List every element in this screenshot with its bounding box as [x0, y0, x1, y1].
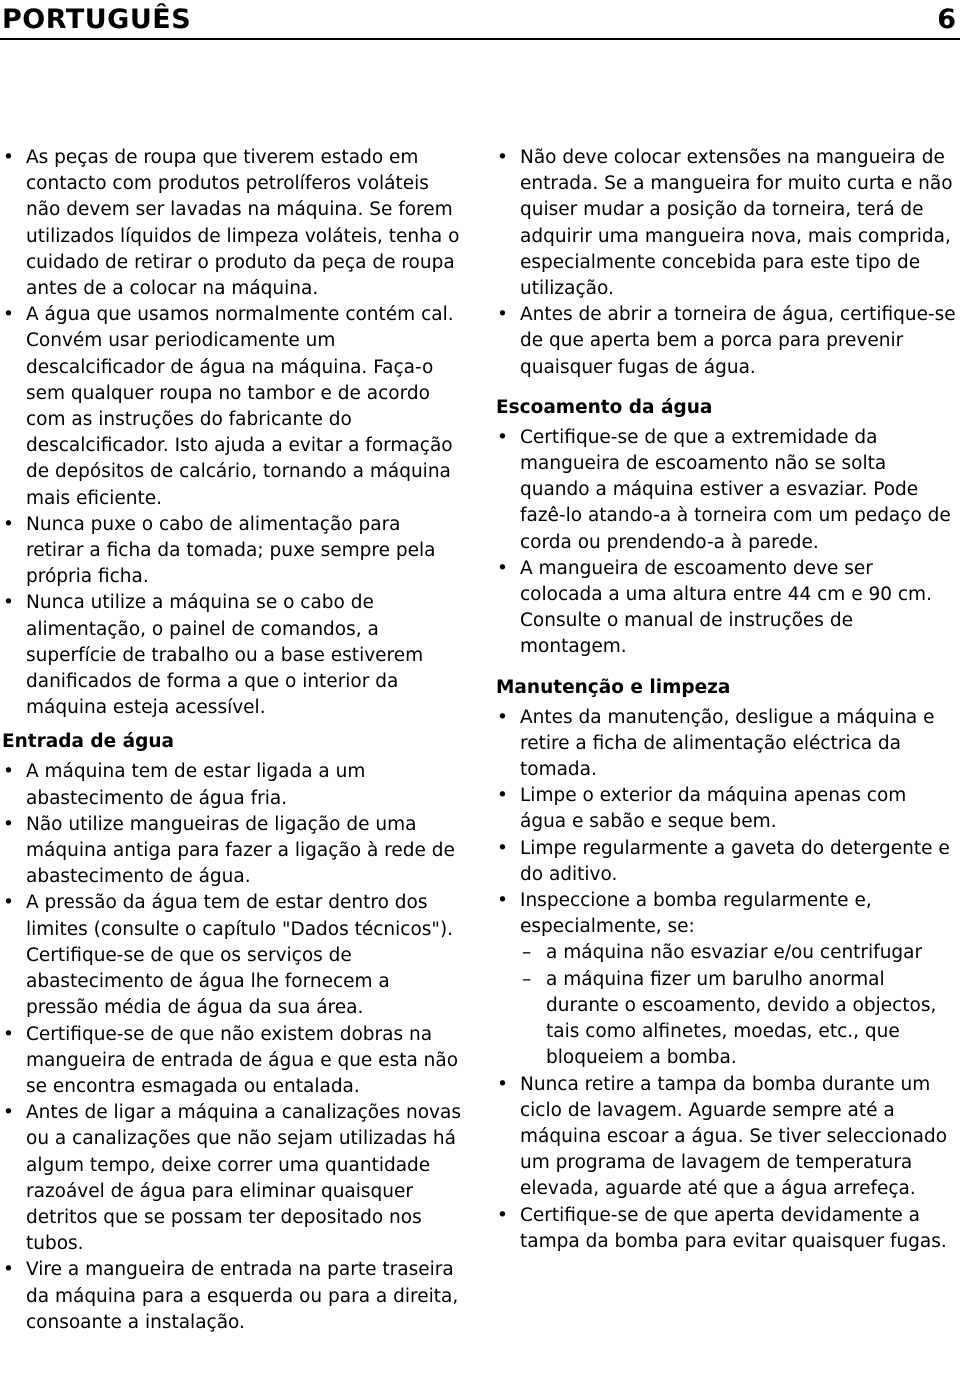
- page-header: [0, 0, 960, 40]
- list-item: • Não deve colocar extensões na mangueira de entrada. Se a mangueira for muito curta e não quiser mudar a posição da torneira, terá de adquirir uma mangueira nova, mais comprida, especialmente concebida para este tipo de utilização.: [496, 145, 958, 302]
- list-item: • A máquina tem de estar ligada a um abastecimento de água fria.: [2, 759, 462, 811]
- list-item: • Antes de ligar a máquina a canalizações novas ou a canalizações que não sejam utilizadas há algum tempo, deixe correr uma quantidade razoável de água para eliminar quaisquer detritos que se possam ter depositado nos tubos.: [2, 1100, 462, 1257]
- heading-water-drain: Escoamento da água: [496, 396, 713, 418]
- list-item: • As peças de roupa que tiverem estado em contacto com produtos petrolíferos voláteis não devem ser lavadas na máquina. Se forem utilizados líquidos de limpeza voláteis, tenha o cuidado de retirar o produto da peça de roupa antes de a colocar na máquina.: [2, 145, 462, 302]
- list-item: • A pressão da água tem de estar dentro dos limites (consulte o capítulo "Dados técnicos"). Certifique-se de que os serviços de abastecimento de água lhe fornecem a pressão média de água da sua área.: [2, 890, 462, 1021]
- sub-list-item: – a máquina não esvaziar e/ou centrifugar: [520, 940, 958, 966]
- list-item: • Limpe o exterior da máquina apenas com água e sabão e seque bem.: [496, 783, 958, 835]
- list-item: • Nunca puxe o cabo de alimentação para retirar a ficha da tomada; puxe sempre pela própria ficha.: [2, 512, 462, 591]
- safety-list: [2, 145, 462, 721]
- inspect-text: Inspeccione a bomba regularmente e, especialmente, se:: [520, 890, 872, 938]
- list-item: • Nunca utilize a máquina se o cabo de alimentação, o painel de comandos, a superfície de trabalho ou a base estiverem danificados de forma a que o interior da máquina esteja acessível.: [2, 590, 462, 721]
- list-item: • Limpe regularmente a gaveta do detergente e do aditivo.: [496, 836, 958, 888]
- section-title: PORTUGUÊS: [2, 3, 192, 35]
- left-column: [2, 145, 462, 1336]
- list-item: • A água que usamos normalmente contém cal. Convém usar periodicamente um descalcificador de água na máquina. Faça-o sem qualquer roupa no tambor e de acordo com as instruções do fabricante do descalcificador. Isto ajuda a evitar a formação de depósitos de calcário, tornando a máquina mais eficiente.: [2, 302, 462, 512]
- list-item: • Certifique-se de que não existem dobras na mangueira de entrada de água e que esta não se encontra esmagada ou entalada.: [2, 1022, 462, 1101]
- drain-list: [496, 425, 958, 661]
- list-item: • Certifique-se de que a extremidade da mangueira de escoamento não se solta quando a máquina estiver a esvaziar. Pode fazê-lo atando-a à torneira com um pedaço de corda ou prendendo-a à parede.: [496, 425, 958, 556]
- right-column: [496, 145, 958, 1255]
- list-item-inspect: [496, 888, 958, 1071]
- heading-water-inlet: Entrada de água: [2, 731, 175, 753]
- list-item: • A mangueira de escoamento deve ser colocada a uma altura entre 44 cm e 90 cm. Consulte o manual de instruções de montagem.: [496, 556, 958, 661]
- inlet-hose-list: [496, 145, 958, 381]
- water-inlet-list: [2, 759, 462, 1335]
- page-number: 6: [937, 3, 956, 35]
- list-item: • Antes de abrir a torneira de água, certifique-se de que aperta bem a porca para prevenir quaisquer fugas de água.: [496, 302, 958, 381]
- sub-list-item: – a máquina fizer um barulho anormal durante o escoamento, devido a objectos, tais como alfinetes, moedas, etc., que bloqueiem a bomba.: [520, 967, 958, 1072]
- list-item: • Antes da manutenção, desligue a máquina e retire a ficha de alimentação eléctrica da tomada.: [496, 705, 958, 784]
- heading-maintenance: Manutenção e limpeza: [496, 676, 731, 698]
- list-item: • Nunca retire a tampa da bomba durante um ciclo de lavagem. Aguarde sempre até a máquina escoar a água. Se tiver seleccionado um programa de lavagem de temperatura elevada, aguarde até que a água arrefeça.: [496, 1072, 958, 1203]
- inspect-sublist: [520, 940, 958, 1071]
- list-item: • Vire a mangueira de entrada na parte traseira da máquina para a esquerda ou para a direita, consoante a instalação.: [2, 1257, 462, 1336]
- list-item: • Certifique-se de que aperta devidamente a tampa da bomba para evitar quaisquer fugas.: [496, 1203, 958, 1255]
- maintenance-list: [496, 705, 958, 1255]
- list-item: • Não utilize mangueiras de ligação de uma máquina antiga para fazer a ligação à rede de abastecimento de água.: [2, 812, 462, 891]
